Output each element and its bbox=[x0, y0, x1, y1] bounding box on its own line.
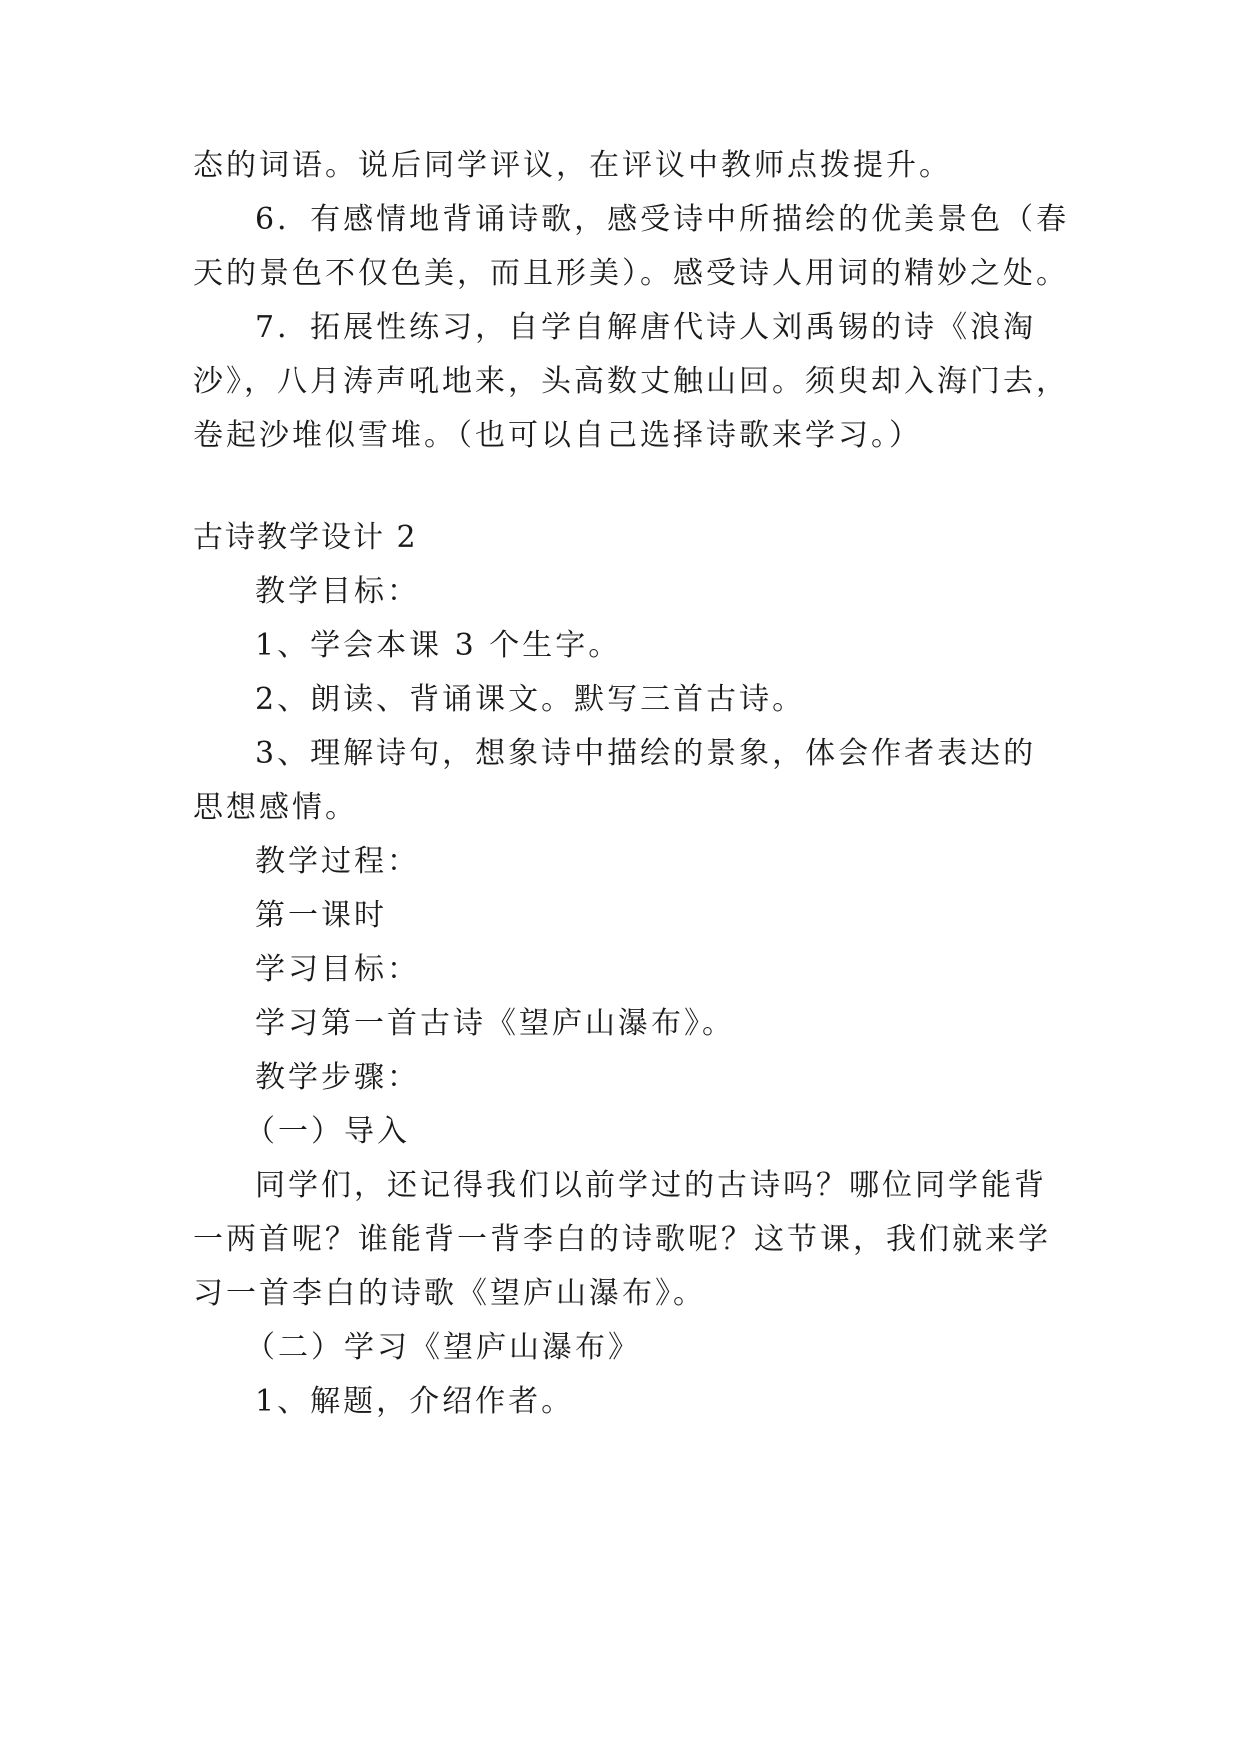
goal-item: 2、朗读、背诵课文。默写三首古诗。 bbox=[255, 682, 806, 717]
process-heading: 教学过程： bbox=[255, 844, 420, 879]
item-7-line: 卷起沙堆似雪堆。（也可以自己选择诗歌来学习。） bbox=[193, 418, 922, 453]
goals-heading: 教学目标： bbox=[255, 574, 420, 609]
goal-item-continued: 思想感情。 bbox=[193, 790, 358, 825]
goal-item: 3、理解诗句，想象诗中描绘的景象，体会作者表达的 bbox=[255, 736, 1037, 771]
steps-heading: 教学步骤： bbox=[255, 1060, 420, 1095]
study-goal: 学习第一首古诗《望庐山瀑布》。 bbox=[255, 1006, 735, 1041]
intro-line: 习一首李白的诗歌《望庐山瀑布》。 bbox=[193, 1276, 706, 1311]
step-2-heading: （二）学习《望庐山瀑布》 bbox=[245, 1330, 641, 1365]
study-goal-heading: 学习目标： bbox=[255, 952, 420, 987]
item-7-line: 沙》，八月涛声吼地来，头高数丈触山回。须臾却入海门去， bbox=[193, 364, 1069, 399]
goal-item: 1、学会本课 3 个生字。 bbox=[255, 628, 622, 663]
intro-line: 同学们，还记得我们以前学过的古诗吗？哪位同学能背 bbox=[255, 1168, 1047, 1203]
item-7-line: 7．拓展性练习，自学自解唐代诗人刘禹锡的诗《浪淘 bbox=[255, 310, 1037, 345]
section-title: 古诗教学设计 2 bbox=[193, 520, 418, 555]
item-6-line: 6．有感情地背诵诗歌，感受诗中所描绘的优美景色（春 bbox=[255, 202, 1070, 237]
step-1-heading: （一）导入 bbox=[245, 1114, 410, 1149]
paragraph-line: 态的词语。说后同学评议，在评议中教师点拨提升。 bbox=[193, 148, 952, 183]
period-label: 第一课时 bbox=[255, 898, 387, 933]
item-6-line: 天的景色不仅色美，而且形美）。感受诗人用词的精妙之处。 bbox=[193, 256, 1069, 291]
step-2-item: 1、解题，介绍作者。 bbox=[255, 1384, 575, 1419]
intro-line: 一两首呢？谁能背一背李白的诗歌呢？这节课，我们就来学 bbox=[193, 1222, 1051, 1257]
